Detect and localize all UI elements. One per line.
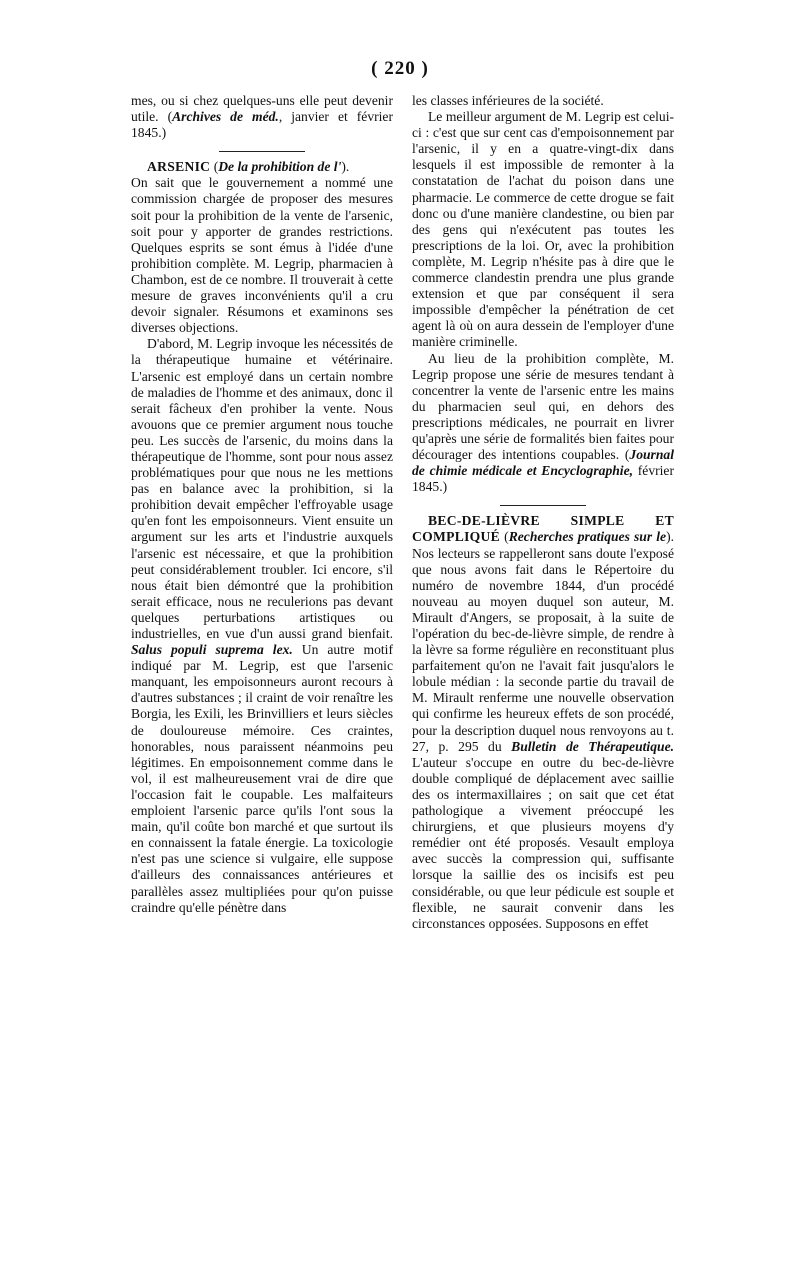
section-heading-arsenic: ARSENIC (De la prohibition de l'). (147, 159, 350, 175)
citation-italic: Archives de méd. (172, 109, 279, 125)
paragraph: On sait que le gouvernement a nommé une commission chargée de proposer des mesures soit pour la prohibition de la vente de l'arsenic, soit pour y apporter de grandes restrictions. Quelques esprits se sont émus à l'idée d'une prohibition complète. M. Legrip, pharmacien à Chambon, est de ce nombre. Il trouverait à cette mesure de graves inconvénients qu'il a cru devoir signaler. Résumons et examinons ses diverses objections. (131, 175, 393, 336)
latin-quote: Salus populi suprema lex. (131, 642, 293, 658)
paragraph-continuation: mes, ou si chez quelques-uns elle peut devenir utile. (Archives de méd., janvier et février 1845.) (131, 93, 393, 141)
journal-title-italic: Bulletin de Thérapeutique. (511, 738, 674, 754)
page-number: ( 220 ) (371, 58, 429, 79)
paragraph: Le meilleur argument de M. Legrip est celui-ci : c'est que sur cent cas d'empoisonnement par l'arsenic, il y en a quatre-vingt-dix dans lesquels il est impossible de remonter à la constatation de l'achat du poison dans une pharmacie. Le commerce de cette drogue se fait donc ou d'une manière clandestine, ou bien par des gens qui n'exécutent pas toutes les prescriptions de la loi. Or, avec la prohibition complète, M. Legrip n'hésite pas à dire que le commerce clandestin prendra une plus grande extension et que par conséquent il sera impossible d'empêcher la pénétration de cet agent là où on aura dessein de l'employer d'une manière criminelle. (412, 109, 674, 350)
heading-subtitle: De la prohibition de l' (218, 159, 342, 175)
citation-italic: Journal de chimie médicale et Encyclographie, (412, 447, 674, 479)
heading-arsenic: ARSENIC (147, 159, 211, 175)
heading-bec-de-lievre: BEC-DE-LIÈVRE SIMPLE ET COMPLIQUÉ (412, 513, 674, 545)
right-column (412, 93, 674, 932)
left-column (131, 93, 393, 916)
section-heading-bec-de-lievre: BEC-DE-LIÈVRE SIMPLE ET COMPLIQUÉ (Recherches pratiques sur le). Nos lecteurs se rappelleront sans doute l'exposé que nous avons fait dans le Répertoire du numéro de novembre 1844, d'un procédé nouveau au moyen duquel son auteur, M. Mirault d'Angers, se proposait, à la suite de l'opération du bec-de-lièvre simple, de rendre à la lèvre sa forme régulière en reconstituant plus parfaitement qu'on ne l'avait fait jusqu'alors le lobule médian : la seconde partie du travail de M. Mirault renferme une nouvelle observation qui confirme les heureux effets de son procédé, pour la description duquel nous renvoyons au t. 27, p. 295 du Bulletin de Thérapeutique. L'auteur s'occupe en outre du bec-de-lièvre double compliqué de déplacement avec saillie des os intermaxillaires ; on sait que cet état pathologique a vivement préoccupé les chirurgiens, et que plusieurs moyens d'y remédier ont été proposés. Vesault employa avec succès la compression qui, suffisante lorsque la saillie des os incisifs est peu considérable, ou que leur pédicule est souple et flexible, ne saurait convenir dans les circonstances opposées. Supposons en effet (412, 513, 674, 931)
paragraph-continuation: les classes inférieures de la société. (412, 93, 604, 108)
paragraph: D'abord, M. Legrip invoque les nécessités de la thérapeutique humaine et vétérinaire. L'arsenic est employé dans un certain nombre de maladies de l'homme et des animaux, donc il serait fâcheux d'en prohiber la vente. Nous avouons que ce premier argument nous touche peu. Les succès de l'arsenic, du moins dans la thérapeutique de l'homme, sont pour nous assez problématiques pour que nous ne les mettions pas en balance avec la prohibition, si la prohibition devait empêcher l'effroyable usage qu'en font les empoisonneurs. Vient ensuite un argument sur les arts et l'industrie auxquels l'arsenic est nécessaire, et que la prohibition peut considérablement troubler. Ici encore, s'il nous était bien démontré que la prohibition serait efficace, nous ne reculerions pas devant quelques perturbations artistiques ou industrielles, en vue d'un aussi grand bienfait. Salus populi suprema lex. Un autre motif indiqué par M. Legrip, est que l'arsenic manquant, les empoisonneurs auront recours à d'autres substances ; il craint de voir renaître les Borgia, les Exili, les Brinvilliers et leurs siècles de douloureuse mémoire. Ces craintes, honorables, nous paraissent néanmoins peu légitimes. En empoisonnement comme dans le vol, il est malheureusement vrai de dire que l'occasion fait le coupable. Les malfaiteurs emploient l'arsenic parce qu'ils l'ont sous la main, qu'il coûte bon marché et que surtout ils en connaissent la fatale énergie. La toxicologie n'est pas une science si vulgaire, elle suppose d'ailleurs des connaissances antérieures et parallèles assez multipliées pour qu'on puisse craindre qu'elle pénètre dans (131, 336, 393, 915)
paragraph: Au lieu de la prohibition complète, M. Legrip propose une série de mesures tendant à concentrer la vente de l'arsenic entre les mains du pharmacien seul qui, en dehors des prescriptions médicales, ne pourrait en livrer qu'après une série de formalités bien faites pour décourager des intentions coupables. (Journal de chimie médicale et Encyclographie, février 1845.) (412, 350, 674, 495)
section-divider (500, 505, 586, 506)
section-divider (219, 151, 305, 152)
heading-subtitle: Recherches pratiques sur le (508, 529, 667, 545)
